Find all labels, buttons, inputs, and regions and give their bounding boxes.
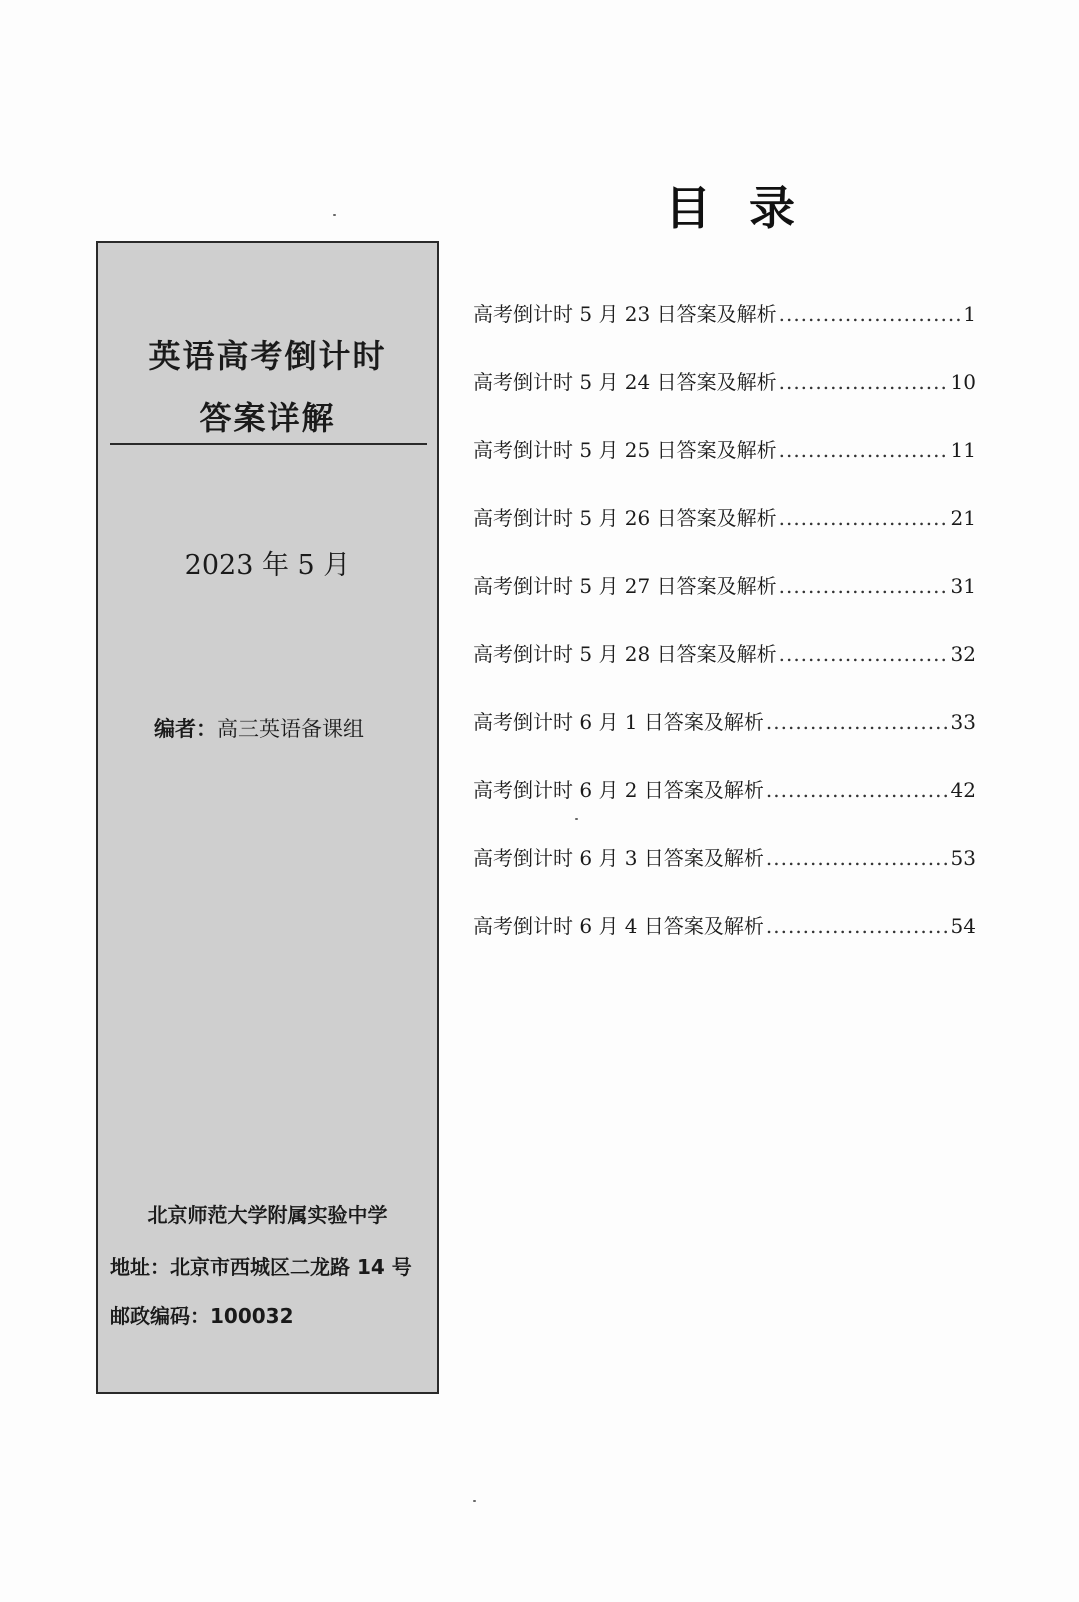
toc-entry[interactable] xyxy=(473,434,976,502)
toc-entry-title: 高考倒计时 5 月 26 日答案及解析 xyxy=(473,506,777,530)
editor-name: 高三英语备课组 xyxy=(217,717,364,741)
cover-title-line1: 英语高考倒计时 xyxy=(148,337,387,375)
toc-leader-dots xyxy=(779,302,962,326)
toc-leader-dots xyxy=(779,574,949,598)
toc-leader-dots xyxy=(779,370,949,394)
toc-entry[interactable] xyxy=(473,570,976,638)
toc-entry-title: 高考倒计时 6 月 4 日答案及解析 xyxy=(473,914,764,938)
toc-leader-dots xyxy=(779,642,949,666)
toc-entry[interactable] xyxy=(473,910,976,978)
toc-leader-dots xyxy=(779,438,949,462)
toc-entry[interactable] xyxy=(473,298,976,366)
toc-entry-page: 10 xyxy=(950,370,976,394)
toc-entry[interactable] xyxy=(473,774,976,842)
toc-entry-page: 53 xyxy=(950,846,976,870)
cover-panel xyxy=(96,241,439,1394)
toc-entry[interactable] xyxy=(473,366,976,434)
toc-entry-title: 高考倒计时 5 月 23 日答案及解析 xyxy=(473,302,777,326)
editor-label: 编者： xyxy=(154,717,217,741)
toc-heading: 目录 xyxy=(665,181,833,235)
cover-title-line2: 答案详解 xyxy=(199,399,336,437)
toc-entry[interactable] xyxy=(473,502,976,570)
toc-entry-title: 高考倒计时 6 月 1 日答案及解析 xyxy=(473,710,764,734)
toc-entry-title: 高考倒计时 5 月 25 日答案及解析 xyxy=(473,438,777,462)
toc-leader-dots xyxy=(766,710,949,734)
toc-entry[interactable] xyxy=(473,706,976,774)
toc-leader-dots xyxy=(779,506,949,530)
toc-entry-page: 1 xyxy=(963,302,976,326)
toc-leader-dots xyxy=(766,778,949,802)
toc-entry-title: 高考倒计时 6 月 2 日答案及解析 xyxy=(473,778,764,802)
toc-entry-title: 高考倒计时 5 月 27 日答案及解析 xyxy=(473,574,777,598)
cover-editor xyxy=(154,713,364,743)
toc-entry-title: 高考倒计时 5 月 24 日答案及解析 xyxy=(473,370,777,394)
toc-entry-page: 21 xyxy=(950,506,976,530)
cover-divider xyxy=(110,443,427,445)
toc-entry-page: 42 xyxy=(950,778,976,802)
toc-entry-page: 33 xyxy=(950,710,976,734)
toc-entry[interactable] xyxy=(473,638,976,706)
cover-date: 2023 年 5 月 xyxy=(184,550,351,581)
toc-entry-title: 高考倒计时 6 月 3 日答案及解析 xyxy=(473,846,764,870)
toc-entry-page: 54 xyxy=(950,914,976,938)
toc-entry[interactable] xyxy=(473,842,976,910)
school-name: 北京师范大学附属实验中学 xyxy=(147,1203,388,1227)
scan-speck xyxy=(575,818,578,820)
toc-list xyxy=(473,298,976,978)
toc-leader-dots xyxy=(766,914,949,938)
toc-leader-dots xyxy=(766,846,949,870)
toc-entry-page: 32 xyxy=(950,642,976,666)
toc-entry-page: 11 xyxy=(950,438,976,462)
scan-speck xyxy=(473,1500,476,1502)
school-address: 地址：北京市西城区二龙路 14 号 xyxy=(110,1255,412,1279)
toc-entry-title: 高考倒计时 5 月 28 日答案及解析 xyxy=(473,642,777,666)
school-postcode: 邮政编码：100032 xyxy=(110,1304,294,1328)
scan-speck xyxy=(333,214,336,216)
toc-entry-page: 31 xyxy=(950,574,976,598)
